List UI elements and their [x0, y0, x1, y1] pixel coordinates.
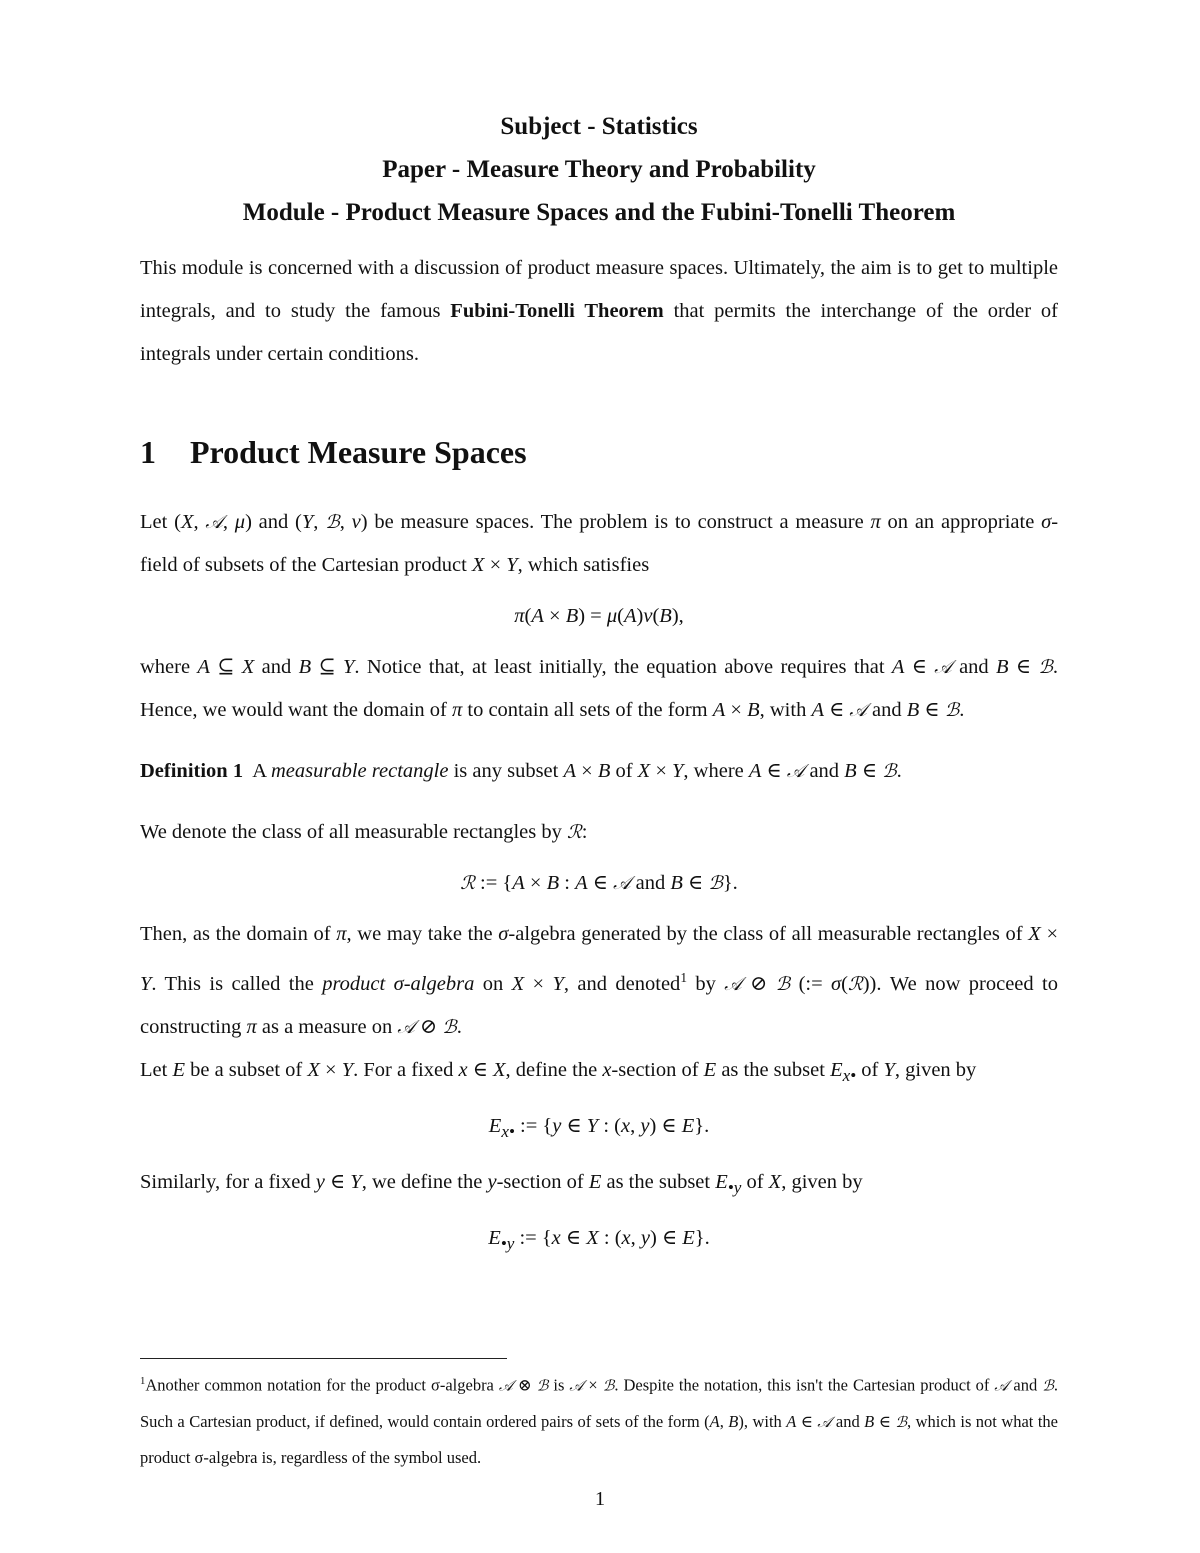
equation-y-section: $E_{•y}$ := {x ∈ X : (x, y) ∈ E}.	[488, 1227, 710, 1254]
product-sigma-term: product σ-algebra	[322, 972, 475, 995]
definition-term: measurable rectangle	[271, 760, 449, 782]
section-title: Product Measure Spaces	[190, 434, 527, 470]
page-body	[140, 108, 1058, 1273]
equation-rectangles: ℛ := {A × B : A ∈ 𝒜 and B ∈ ℬ}.	[460, 872, 738, 894]
subject-title: Subject - Statistics	[500, 113, 698, 140]
theorem-name: Fubini-Tonelli Theorem	[450, 300, 664, 322]
intro-paragraph: Let (X, 𝒜, μ) and (Y, ℬ, ν) be measure spaces. The problem is to construct a measure π on an appropriate σ-field of subsets of the Cartesian product X × Y, which satisfies	[140, 511, 1059, 576]
abstract-paragraph: This module is concerned with a discussion of product measure spaces. Ultimately, the aim is to get to multiple integrals, and to study the famous Fubini-Tonelli Theorem that permits the interchange of the order of integrals under certain conditions.	[140, 257, 1058, 365]
module-title: Module - Product Measure Spaces and the Fubini-Tonelli Theorem	[242, 199, 956, 226]
page-number: 1	[594, 1488, 606, 1510]
domain-paragraph: where A ⊆ X and B ⊆ Y. Notice that, at least initially, the equation above requires that A ∈ 𝒜 and B ∈ ℬ. Hence, we would want the domain of π to contain all sets of the form A × B, with A ∈ 𝒜 and B ∈ ℬ.	[140, 656, 1058, 721]
equation-x-section: $E_{x•}$ := {y ∈ Y : (x, y) ∈ E}.	[488, 1114, 710, 1142]
section-number: 1	[140, 434, 156, 470]
paper-title: Paper - Measure Theory and Probability	[382, 156, 816, 183]
equation-product-measure: π(A × B) = μ(A)ν(B),	[514, 605, 684, 627]
definition-label: Definition 1	[140, 760, 244, 782]
footnote: $^1$Another common notation for the product σ-algebra 𝒜 ⊗ ℬ is 𝒜 × ℬ. Despite the notation, this isn't the Cartesian product of 𝒜 and ℬ. Such a Cartesian product, if defined, would contain ordered pairs of sets of the form (A, B), with A ∈ 𝒜 and B ∈ ℬ, which is not what the product σ-algebra is, regardless of the symbol used.	[140, 1375, 1059, 1467]
footnote-rule	[140, 1358, 507, 1359]
title-block	[140, 108, 1058, 237]
section-heading	[140, 434, 1058, 471]
definition-1: Definition 1 A measurable rectangle is any subset A × B of X × Y, where A ∈ 𝒜 and B ∈ ℬ.	[140, 760, 902, 782]
product-sigma-paragraph: Then, as the domain of π, we may take the σ-algebra generated by the class of all measurable rectangles of X × Y. This is called the product σ-algebra on X × Y, and denoted$^1$ by 𝒜 ⊘ ℬ (:= σ(ℛ)). We now proceed to constructing π as a measure on 𝒜 ⊘ ℬ. Let E be a subset of X × Y. For a fixed x ∈ X, define the x-section of E as the subset $E_{x•}$ of Y, given by	[140, 923, 1059, 1085]
rectangles-class-paragraph: We denote the class of all measurable rectangles by ℛ:	[140, 821, 588, 843]
y-section-paragraph: Similarly, for a fixed y ∈ Y, we define the y-section of E as the subset $E_{•y}$ of X, given by	[140, 1171, 863, 1198]
